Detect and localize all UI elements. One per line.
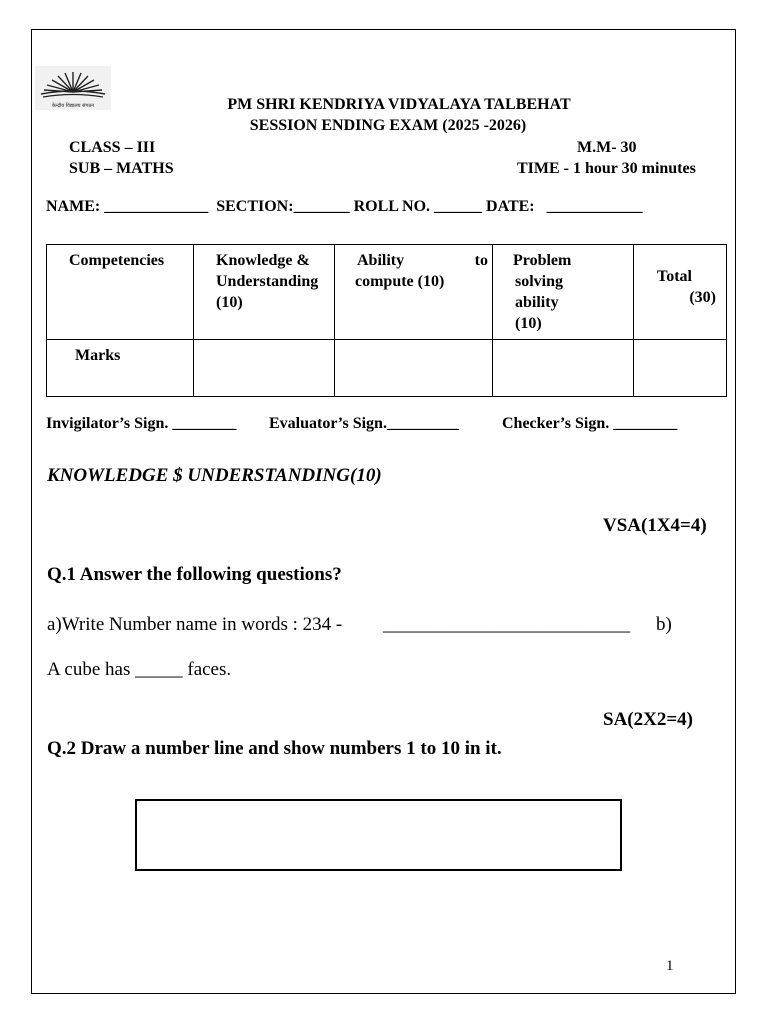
header-competencies: Competencies — [47, 245, 194, 340]
q1-part-a-blank[interactable]: __________________________ — [383, 614, 630, 635]
section-title: KNOWLEDGE $ UNDERSTANDING(10) — [47, 465, 382, 486]
vsa-label: VSA(1X4=4) — [603, 515, 707, 536]
number-line-answer-box[interactable] — [135, 799, 622, 871]
header-ability: Ability to compute (10) — [335, 245, 493, 340]
q1-part-b: A cube has _____ faces. — [47, 659, 232, 680]
marks-row-label: Marks — [47, 340, 194, 397]
header-knowledge: Knowledge & Understanding (10) — [194, 245, 335, 340]
marks-cell-ability[interactable] — [335, 340, 493, 397]
marks-cell-problem[interactable] — [493, 340, 634, 397]
q1-title: Q.1 Answer the following questions? — [47, 564, 342, 585]
subject-label: SUB – MATHS — [69, 160, 174, 177]
marks-cell-total[interactable] — [634, 340, 727, 397]
sa-label: SA(2X2=4) — [603, 709, 693, 730]
header-total: Total (30) — [634, 245, 727, 340]
invigilator-sign: Invigilator’s Sign. ________ — [46, 415, 237, 432]
student-details-line: NAME: _____________ SECTION:_______ ROLL NO. ______ DATE: ____________ — [46, 198, 643, 215]
page-number: 1 — [666, 958, 674, 974]
exam-title: SESSION ENDING EXAM (2025 -2026) — [249, 117, 527, 134]
checker-sign: Checker’s Sign. ________ — [502, 415, 678, 432]
max-marks: M.M- 30 — [577, 139, 637, 156]
school-name: PM SHRI KENDRIYA VIDYALAYA TALBEHAT — [227, 96, 571, 113]
class-label: CLASS – III — [69, 139, 156, 156]
header-problem: Problem solving ability (10) — [493, 245, 634, 340]
marks-cell-knowledge[interactable] — [194, 340, 335, 397]
logo-text: केन्द्रीय विद्यालय संगठन — [51, 103, 95, 109]
q2-title: Q.2 Draw a number line and show numbers 1 to 10 in it. — [47, 738, 502, 759]
q1-part-b-marker: b) — [656, 614, 672, 635]
marks-table — [46, 244, 727, 397]
time-label: TIME - 1 hour 30 minutes — [517, 160, 696, 177]
evaluator-sign: Evaluator’s Sign._________ — [269, 415, 459, 432]
q1-part-a: a)Write Number name in words : 234 - — [47, 614, 343, 635]
